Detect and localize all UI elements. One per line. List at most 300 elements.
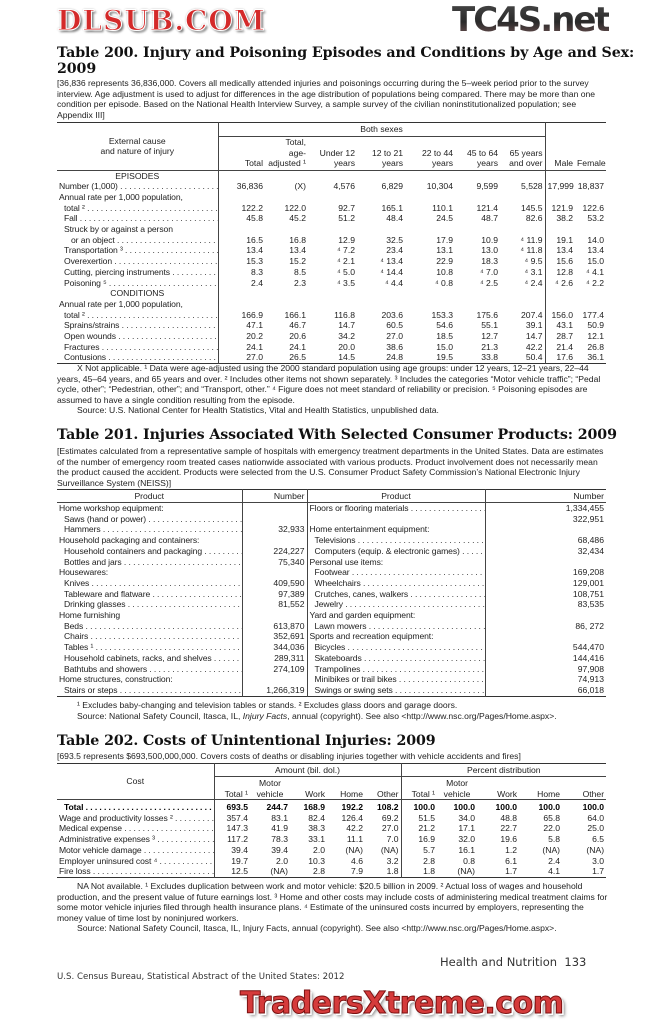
data-cell: 39.4 <box>271 844 288 855</box>
data-cell: 165.1 <box>381 202 403 213</box>
number-cell: 289,311 <box>242 653 307 664</box>
row-label: Wage and productivity losses ² . . . <box>57 813 214 824</box>
table-201-headnote: [Estimates calculated from a representative sample of hospitals with emergency treatment departments in the United States. Data are estimates of the number of emergency room treated cases nationwide associated with various products. Product involvement does not necessarily mean the product caused the accident. Products were selected from the U.S. Consumer Product Safety Commission’s National Electronic Injury Surveillance System (NEISS)] <box>57 446 604 488</box>
data-cell <box>218 288 265 299</box>
table-202 <box>57 763 606 878</box>
column-header-line <box>521 778 560 789</box>
column-header <box>250 777 290 800</box>
column-header-line: years <box>431 158 453 168</box>
data-cell: 23.4 <box>386 245 403 256</box>
number-cell <box>485 557 606 568</box>
data-cell: 38.6 <box>386 341 403 352</box>
table-row <box>57 203 606 214</box>
data-cell: ⁴ 14.4 <box>380 266 403 277</box>
data-cell <box>308 192 357 203</box>
data-cell: 21.3 <box>481 341 498 352</box>
section-name: Health and Nutrition <box>440 955 558 969</box>
data-cell <box>575 170 606 181</box>
data-cell: 26.5 <box>289 352 306 363</box>
row-label: Lawn mowers . . . <box>307 621 485 632</box>
row-label: Sprains/strains . . . <box>57 320 218 331</box>
data-cell <box>500 192 545 203</box>
data-cell: 14.7 <box>500 331 545 342</box>
data-cell: 177.4 <box>582 309 605 320</box>
data-cell <box>545 288 575 299</box>
data-cell <box>405 299 455 310</box>
column-header-line <box>548 137 574 148</box>
column-header <box>214 777 250 800</box>
table-row <box>57 524 606 535</box>
data-cell: 5.7 <box>423 844 436 855</box>
data-cell: 122.2 <box>241 202 263 213</box>
data-cell: 116.8 <box>334 309 355 320</box>
column-header-line <box>221 137 264 148</box>
data-cell: 6.5 <box>592 834 605 845</box>
column-header <box>218 137 265 171</box>
data-cell: 18,837 <box>577 181 605 192</box>
column-header-line: Work <box>305 788 325 799</box>
section-row <box>57 170 606 181</box>
data-cell: 47.1 <box>246 320 263 331</box>
data-cell <box>308 288 357 299</box>
row-label: Open wounds . . . <box>57 331 218 342</box>
row-label: Skateboards . . . <box>307 653 485 664</box>
data-cell <box>500 170 545 181</box>
data-cell <box>357 299 405 310</box>
row-label: Crutches, canes, walkers . . . <box>307 589 485 600</box>
watermark-tc4s-logo: TC4S.net <box>452 0 609 40</box>
column-header: Product <box>307 490 485 503</box>
data-cell: 203.6 <box>381 309 403 320</box>
data-cell: 13.4 <box>587 245 605 256</box>
row-label: Bathtubs and showers . . . <box>57 664 242 675</box>
data-cell <box>545 299 575 310</box>
number-cell: 108,751 <box>572 588 604 599</box>
number-cell <box>242 567 307 578</box>
column-header-line: Total ¹ <box>224 788 248 799</box>
data-cell: 65.8 <box>543 812 561 823</box>
section-row <box>57 288 606 299</box>
data-cell: 2.0 <box>276 855 288 866</box>
data-cell: 41.9 <box>271 823 288 834</box>
number-cell: 81,552 <box>242 599 307 610</box>
table-202-footnotes <box>57 881 609 934</box>
data-cell: 8.5 <box>294 266 306 277</box>
data-cell: 33.1 <box>308 834 325 845</box>
data-cell <box>218 299 265 310</box>
table-200-footnotes <box>57 363 609 416</box>
row-label: Household containers and packaging . . . <box>57 546 242 557</box>
data-cell: (X) <box>294 181 306 192</box>
column-header-line: Male <box>554 158 574 168</box>
data-cell: 13.4 <box>556 245 574 256</box>
table-row <box>57 514 606 525</box>
number-cell: 83,535 <box>577 599 604 610</box>
table-row <box>57 278 606 289</box>
column-header-line <box>577 137 604 148</box>
data-cell <box>500 299 545 310</box>
data-cell: 34.0 <box>458 812 476 823</box>
table-row <box>57 342 606 353</box>
data-cell: 100.0 <box>495 802 518 812</box>
column-header-line <box>292 778 325 789</box>
row-label: Home furnishing <box>57 610 242 621</box>
data-cell: 22.7 <box>500 823 518 834</box>
table-row <box>57 834 606 845</box>
data-cell: 5,528 <box>500 181 545 192</box>
table-row <box>57 589 606 600</box>
data-cell <box>265 170 308 181</box>
data-cell <box>405 192 455 203</box>
row-label: Chairs . . . <box>57 631 242 642</box>
number-cell: 66,018 <box>577 684 604 695</box>
table-row <box>57 546 606 557</box>
data-cell: (NA) <box>586 844 605 855</box>
source-publication: Injury Facts <box>242 710 288 721</box>
column-header-line <box>479 778 517 789</box>
data-cell: 166.1 <box>284 309 306 320</box>
data-cell: 15.6 <box>556 256 574 267</box>
data-cell: 3.2 <box>365 856 401 867</box>
data-cell: 100.0 <box>582 802 605 812</box>
data-cell: 16.5 <box>246 234 263 245</box>
data-cell: 3.0 <box>592 855 605 866</box>
column-header <box>545 137 575 171</box>
column-header-line: and over <box>509 158 543 168</box>
data-cell: 53.2 <box>587 213 605 224</box>
data-cell: 54.6 <box>436 320 453 331</box>
data-cell <box>575 288 606 299</box>
section-label: CONDITIONS <box>57 288 218 299</box>
data-cell: 2.4 <box>251 277 263 288</box>
table-row <box>57 621 606 632</box>
data-cell: 42.2 <box>500 342 545 353</box>
column-header-line <box>367 778 399 789</box>
row-label: total ² . . . <box>57 203 218 214</box>
data-cell: 2.8 <box>423 855 436 866</box>
column-header-line: vehicle <box>443 788 471 799</box>
row-label: Contusions . . . <box>57 352 218 363</box>
data-cell: 43.1 <box>556 320 574 331</box>
page-number: 133 <box>564 955 587 969</box>
data-cell: 16.8 <box>289 234 306 245</box>
data-cell: ⁴ 11.9 <box>500 235 545 246</box>
data-cell <box>455 192 500 203</box>
column-header-line <box>577 148 604 159</box>
data-cell: 121.4 <box>476 202 498 213</box>
data-cell: 4.6 <box>351 855 363 866</box>
column-header-line <box>217 778 249 789</box>
column-header-line: 45 to 64 <box>466 147 498 158</box>
source-note: Source: U.S. National Center for Health Statistics, Vital and Health Statistics, unpublished data. <box>77 405 439 416</box>
data-cell: 48.7 <box>481 213 498 224</box>
data-cell: ⁴ 2.5 <box>479 277 498 288</box>
table-201 <box>57 489 606 697</box>
data-cell: ⁴ 4.1 <box>586 266 605 277</box>
row-label: Housewares: <box>57 567 242 578</box>
data-cell <box>500 288 545 299</box>
data-cell: 1.8 <box>423 866 436 877</box>
data-cell: ⁴ 13.4 <box>380 256 403 267</box>
table-row <box>57 823 606 834</box>
data-cell: 27.0 <box>365 823 401 834</box>
number-cell: 613,870 <box>242 621 307 632</box>
number-cell <box>242 610 307 621</box>
column-header <box>401 777 437 800</box>
row-label: Computers (equip. & electronic games) . . . <box>307 546 485 557</box>
row-label: Fire loss . . . <box>57 866 214 877</box>
data-cell <box>545 170 575 181</box>
data-cell: 15.0 <box>436 341 453 352</box>
column-group-percent: Percent distribution <box>401 764 606 777</box>
data-cell: 5.8 <box>548 834 561 845</box>
header-spacer <box>545 123 606 137</box>
data-cell: 100.0 <box>538 802 561 812</box>
data-cell: 17.6 <box>556 352 574 363</box>
column-header <box>365 777 401 800</box>
table-row <box>57 267 606 278</box>
number-cell <box>485 524 606 535</box>
table-row <box>57 653 606 664</box>
row-label: Drinking glasses . . . <box>57 599 242 610</box>
row-label: Stairs or steps . . . <box>57 685 242 696</box>
table-201-title: Table 201. Injuries Associated With Selected Consumer Products: 2009 <box>57 427 617 443</box>
number-cell <box>242 535 307 546</box>
data-cell: 244.7 <box>266 802 288 812</box>
data-cell: 21.2 <box>418 823 436 834</box>
source-note <box>57 711 609 722</box>
data-cell: 45.2 <box>289 213 306 224</box>
row-label: Administrative expenses ³ . . . <box>57 834 214 845</box>
row-label: Televisions . . . <box>307 535 485 546</box>
data-cell: 83.1 <box>271 812 288 823</box>
column-header: Number <box>485 490 606 503</box>
data-cell: 17,999 <box>547 181 574 192</box>
data-cell: 20.6 <box>289 331 306 342</box>
column-header-line <box>329 778 363 789</box>
data-cell: 100.0 <box>453 802 476 812</box>
table-row <box>57 557 606 568</box>
number-cell: 32,434 <box>577 545 604 556</box>
data-cell: 12.9 <box>338 234 355 245</box>
data-cell: 27.0 <box>386 331 403 342</box>
data-cell: 14.5 <box>338 352 355 363</box>
column-header-line: years <box>333 158 355 168</box>
table-201-footnotes <box>57 700 609 721</box>
data-cell <box>545 192 575 203</box>
number-cell: 32,933 <box>242 524 307 535</box>
number-cell: 169,208 <box>572 567 604 578</box>
column-header-line <box>359 137 403 148</box>
data-cell: 8.3 <box>251 266 263 277</box>
source-text: Source: National Safety Council, Itasca, IL, <box>77 710 243 721</box>
data-cell: 12.5 <box>231 866 248 877</box>
data-cell: 19.5 <box>436 352 453 363</box>
data-cell: 15.0 <box>587 256 605 267</box>
data-cell: 10,304 <box>426 181 453 192</box>
header-row <box>57 123 606 137</box>
data-cell: 51.2 <box>338 213 355 224</box>
column-header-line: Other <box>377 788 399 799</box>
data-cell: 145.5 <box>500 203 545 214</box>
data-cell: 6,829 <box>381 181 403 192</box>
stub-header <box>57 123 218 171</box>
row-label: Bottles and jars . . . <box>57 557 242 568</box>
data-cell: ⁴ 3.1 <box>500 267 545 278</box>
column-header-line: Total, <box>285 137 306 147</box>
table-row <box>57 235 606 246</box>
row-label: Tableware and flatware . . . <box>57 589 242 600</box>
data-cell: 2.0 <box>313 844 325 855</box>
column-header <box>357 137 405 171</box>
data-cell: 10.3 <box>308 855 325 866</box>
row-label: Sports and recreation equipment: <box>307 631 485 642</box>
data-cell: 1.2 <box>505 844 518 855</box>
row-label: Home entertainment equipment: <box>307 524 485 535</box>
data-cell: 4,576 <box>333 181 355 192</box>
table-row <box>57 352 606 363</box>
data-cell: 7.0 <box>365 834 401 845</box>
column-header <box>437 777 477 800</box>
data-cell <box>218 192 265 203</box>
data-cell: 110.1 <box>432 202 453 213</box>
data-cell: 24.1 <box>246 341 263 352</box>
data-cell <box>218 224 265 235</box>
data-cell: 18.3 <box>481 256 498 267</box>
column-header-line: Home <box>340 788 363 799</box>
column-header: Number <box>242 490 307 503</box>
data-cell: ⁴ 2.6 <box>555 277 574 288</box>
row-label: Number (1,000) . . . <box>57 181 218 192</box>
data-cell <box>357 170 405 181</box>
data-cell: 13.4 <box>246 245 263 256</box>
data-cell: 100.0 <box>413 802 436 812</box>
number-cell <box>485 610 606 621</box>
row-label: Beds . . . <box>57 621 242 632</box>
data-cell: 19.7 <box>231 855 248 866</box>
data-cell: 20.2 <box>246 331 263 342</box>
table-row <box>57 685 606 696</box>
data-cell: 45.8 <box>246 213 263 224</box>
data-cell: ⁴ 3.5 <box>336 277 355 288</box>
data-cell: 39.4 <box>231 844 248 855</box>
table-row <box>57 866 606 877</box>
table-202-title: Table 202. Costs of Unintentional Injuries: 2009 <box>57 733 436 749</box>
column-header-line: 22 to 44 <box>421 147 453 158</box>
source-note: Source: National Safety Council, Itasca, IL, Injury Facts, annual (copyright). See also <http://www.nsc.org/Pages/Home.aspx>. <box>77 923 557 934</box>
table-row <box>57 256 606 267</box>
number-cell: 86, 272 <box>575 620 604 631</box>
data-cell: 24.8 <box>386 352 403 363</box>
data-cell: (NA) <box>365 845 401 856</box>
data-cell: 153.3 <box>431 309 453 320</box>
column-header-line: 12 to 21 <box>371 147 403 158</box>
column-header-line: vehicle <box>256 788 284 799</box>
column-group-amount: Amount (bil. dol.) <box>214 764 401 777</box>
data-cell: 207.4 <box>500 310 545 321</box>
row-label: Hammers . . . <box>57 524 242 535</box>
row-label: Overexertion . . . <box>57 256 218 267</box>
data-cell: 1.7 <box>592 866 605 877</box>
data-cell <box>265 192 308 203</box>
number-cell: 322,951 <box>572 513 604 524</box>
data-cell: ⁴ 9.5 <box>500 256 545 267</box>
data-cell: 42.2 <box>346 823 363 834</box>
number-cell: 68,486 <box>577 535 604 546</box>
number-cell: 97,908 <box>577 663 604 674</box>
data-cell: 7.9 <box>351 866 363 877</box>
data-cell: 22.0 <box>543 823 561 834</box>
row-label: Employer uninsured cost ⁴ . . . <box>57 856 214 867</box>
watermark-dlsub-logo: DLSUB.COM <box>57 4 266 37</box>
column-header-line: 65 years <box>509 147 543 158</box>
data-cell: 32.0 <box>458 834 476 845</box>
data-cell: 12.7 <box>481 331 498 342</box>
table-202-headnote: [693.5 represents $693,500,000,000. Covers costs of deaths or disabling injuries together with vehicle accidents and fires] <box>57 751 521 761</box>
data-cell <box>265 224 308 235</box>
data-cell <box>455 299 500 310</box>
number-cell <box>485 631 606 642</box>
data-cell <box>218 170 265 181</box>
data-cell: 121.9 <box>551 202 574 213</box>
stub-header-line: and nature of injury <box>100 146 175 157</box>
column-header-line: adjusted ¹ <box>268 158 306 168</box>
data-cell: 122.6 <box>582 202 605 213</box>
column-header-line: Work <box>497 788 518 799</box>
data-cell: 19.6 <box>500 834 518 845</box>
data-cell: ⁴ 2.4 <box>500 278 545 289</box>
row-label: Knives . . . <box>57 578 242 589</box>
table-row <box>57 192 606 203</box>
data-cell: 18.5 <box>436 331 453 342</box>
row-label: Household cabinets, racks, and shelves . . . <box>57 653 242 664</box>
column-header <box>500 137 545 171</box>
row-label: Saws (hand or power) . . . <box>57 514 242 525</box>
data-cell <box>357 224 405 235</box>
data-cell: 20.0 <box>338 341 355 352</box>
data-cell: 39.1 <box>500 320 545 331</box>
footnote: X Not applicable. ¹ Data were age-adjusted using the 2000 standard population using age groups: under 12 years, 12–21 years, 22–44 years, 45–64 years, and 65 years and over. ² Includes other items not shown separately. ³ Includes the categories “Motor vehicle traffic”; “Pedal cycle, other”; “Pedestrian, other”; and “Transport, other.” ⁴ Figure does not meet standard of reliability or precision. ⁵ Poisoning episodes are assumed to have a single condition resulting from the episode. <box>57 363 601 405</box>
row-label: Motor vehicle damage . . . <box>57 845 214 856</box>
row-label: or an object . . . <box>57 235 218 246</box>
data-cell: 60.5 <box>386 320 403 331</box>
table-row <box>57 320 606 331</box>
data-cell: 11.1 <box>346 834 363 845</box>
table-row <box>57 213 606 224</box>
data-cell <box>357 288 405 299</box>
row-label: Fractures . . . <box>57 342 218 353</box>
row-label: Swings or swing sets . . . <box>307 685 485 696</box>
column-header: Product <box>57 490 242 503</box>
column-header-line: age- <box>288 147 306 158</box>
data-cell <box>265 288 308 299</box>
row-label: Medical expense . . . <box>57 823 214 834</box>
number-cell: 129,001 <box>572 577 604 588</box>
data-cell: 1.7 <box>505 866 518 877</box>
data-cell <box>575 299 606 310</box>
column-header-line <box>564 778 604 789</box>
data-cell: 78.3 <box>271 834 288 845</box>
column-header-line: Other <box>582 788 605 799</box>
data-cell: 15.3 <box>246 256 263 267</box>
data-cell: 6.1 <box>505 855 518 866</box>
data-cell <box>357 192 405 203</box>
number-cell: 144,416 <box>572 652 604 663</box>
row-label: Tables ¹ . . . <box>57 642 242 653</box>
data-cell: 2.3 <box>294 277 306 288</box>
table-row <box>57 181 606 192</box>
table-row <box>57 245 606 256</box>
